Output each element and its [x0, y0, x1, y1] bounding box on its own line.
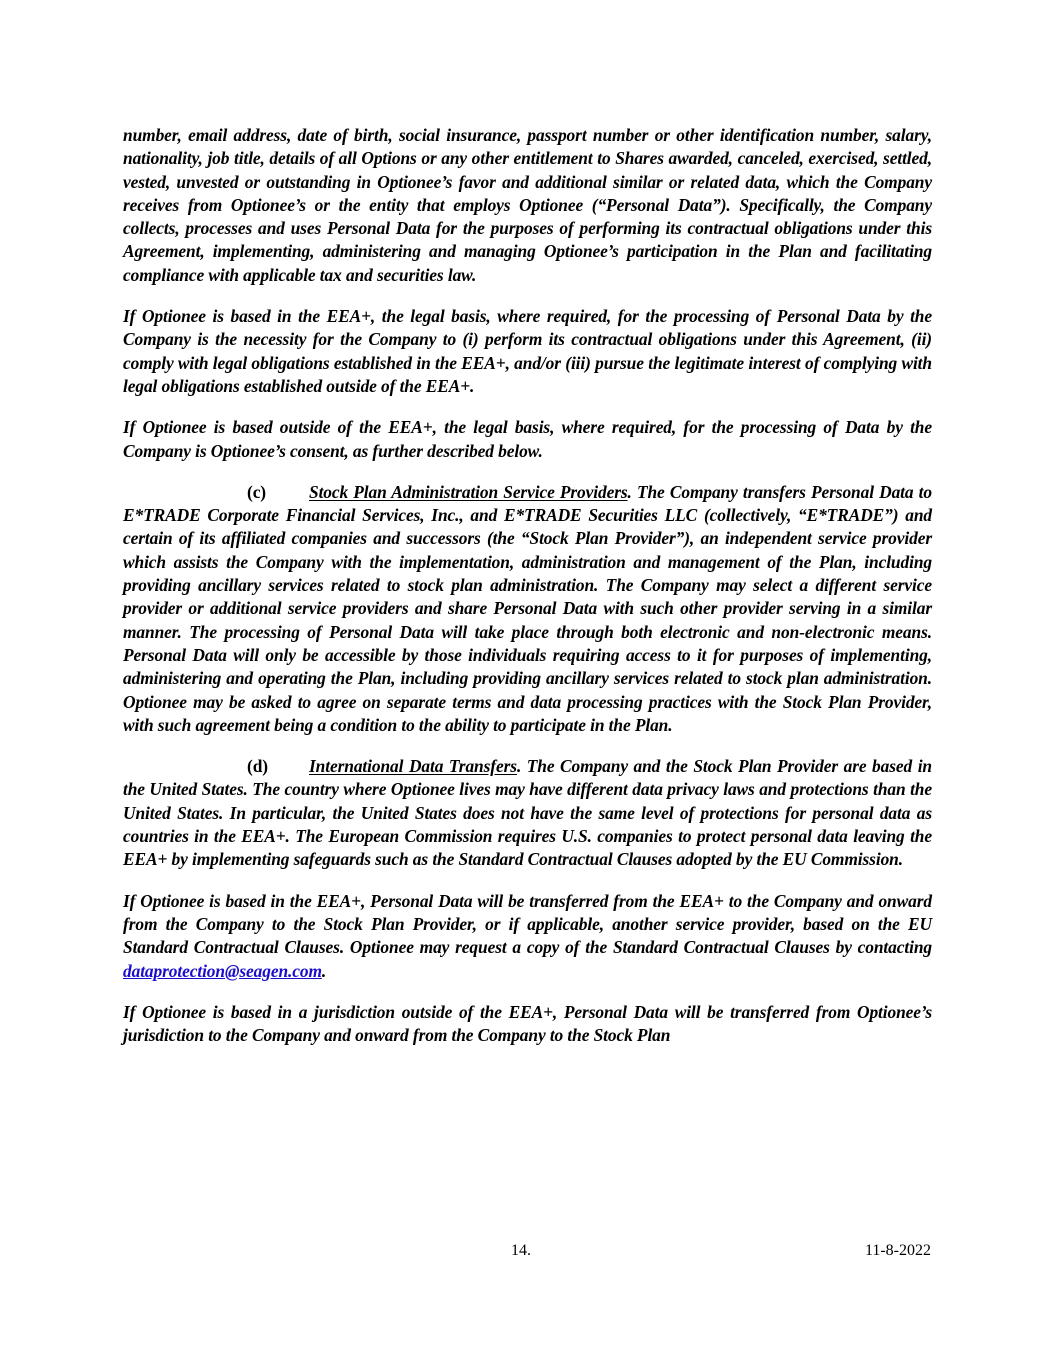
document-body [123, 124, 932, 1065]
paragraph-eea-transfer-suffix: . [321, 960, 327, 981]
section-c-title: Stock Plan Administration Service Providers [309, 481, 628, 502]
section-d-body: The Company and the Stock Plan Provider are based in the United States. The country where Optionee lives may have different data privacy laws and protections than the United States. In particular, the United States does not have the same level of protections for personal data as countries in the EEA+. The European Commission requires U.S. companies to protect personal data leaving the EEA+ by implementing safeguards such as the Standard Contractual Clauses adopted by the EU Commission. [123, 756, 932, 870]
paragraph-outside-eea-transfer: If Optionee is based in a jurisdiction outside of the EEA+, Personal Data will be transferred from Optionee’s jurisdiction to the Company and onward from the Company to the Stock Plan [123, 1001, 932, 1046]
paragraph-eea-transfer [123, 890, 932, 983]
section-d-title-suffix: . [516, 756, 522, 777]
section-d-international-data-transfers [123, 755, 932, 871]
section-c-body: The Company transfers Personal Data to E*TRADE Corporate Financial Services, Inc., and E*TRADE Securities LLC (collectively, “E*TRADE”) and certain of its affiliated companies and successors (the “Stock Plan Provider”), an independent service provider which assists the Company with the implementation, administration and management of the Plan, including providing ancillary services related to stock plan administration. The Company may select a different service provider or additional service providers and share Personal Data with such other provider serving in a similar manner. The processing of Personal Data will take place through both electronic and non-electronic means. Personal Data will only be accessible by those individuals requiring access to it for purposes of implementing, administering and operating the Plan, including providing ancillary services related to stock plan administration. Optionee may be asked to agree on separate terms and data processing practices with the Stock Plan Provider, with such agreement being a condition to the ability to participate in the Plan. [123, 481, 932, 735]
section-d-title: International Data Transfers [309, 756, 517, 777]
data-protection-email-link[interactable]: dataprotection@seagen.com [123, 960, 322, 981]
section-c-title-suffix: . [627, 481, 632, 502]
paragraph-eea-legal-basis: If Optionee is based in the EEA+, the legal basis, where required, for the processing of Personal Data by the Company is the necessity for the Company to (i) perform its contractual obligations under this Agreement, (ii) comply with legal obligations established in the EEA+, and/or (iii) pursue the legitimate interest of complying with legal obligations established outside of the EEA+. [123, 306, 932, 396]
page-number: 14. [511, 1242, 531, 1259]
footer-date: 11-8-2022 [864, 1242, 931, 1259]
paragraph-eea-transfer-text: If Optionee is based in the EEA+, Personal Data will be transferred from the EEA+ to the Company and onward from the Company to the Stock Plan Provider, or if applicable, another service provider, based on the EU Standard Contractual Clauses. Optionee may request a copy of the Standard Contractual Clauses by contacting [123, 890, 932, 958]
paragraph-personal-data-definition: number, email address, date of birth, social insurance, passport number or other identification number, salary, nationality, job title, details of all Options or any other entitlement to Shares awarded, canceled, exercised, settled, vested, unvested or outstanding in Optionee’s favor and additional similar or related data, which the Company receives from Optionee’s or the entity that employs Optionee (“Personal Data”). Specifically, the Company collects, processes and uses Personal Data for the purposes of performing its contractual obligations under this Agreement, implementing, administering and managing Optionee’s participation in the Plan and facilitating compliance with applicable tax and securities law. [123, 125, 932, 285]
section-c-stock-plan-administration [123, 481, 932, 737]
paragraph-non-eea-legal-basis: If Optionee is based outside of the EEA+, the legal basis, where required, for the processing of Data by the Company is Optionee’s consent, as further described below. [123, 417, 932, 461]
section-c-marker: (c) [247, 481, 267, 502]
section-d-marker: (d) [247, 756, 268, 777]
